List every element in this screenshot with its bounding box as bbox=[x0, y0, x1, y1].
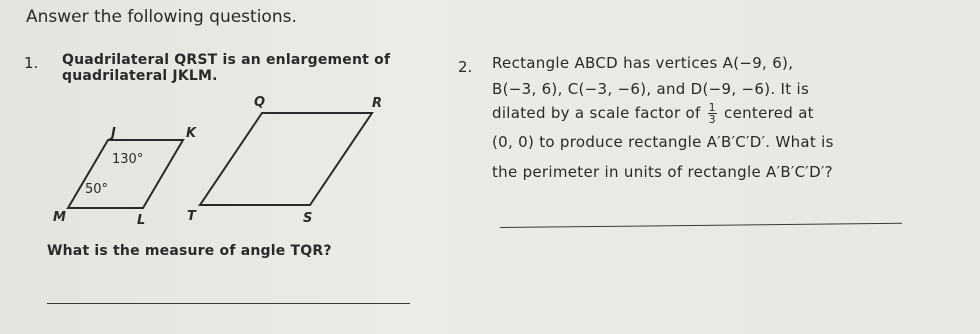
question-2-line-3-start: dilated by a scale factor of bbox=[492, 104, 701, 122]
question-1-text-line-2: quadrilateral JKLM. bbox=[62, 68, 218, 84]
vertex-label-s: S bbox=[303, 211, 313, 226]
vertex-label-q: Q bbox=[254, 95, 266, 110]
vertex-label-l: L bbox=[137, 213, 146, 228]
question-2-line-3-end: centered at bbox=[724, 104, 814, 122]
question-2-line-2: B(−3, 6), C(−3, −6), and D(−9, −6). It is bbox=[492, 80, 810, 98]
fraction-numerator: 1 bbox=[708, 101, 716, 114]
question-1-prompt: What is the measure of angle TQR? bbox=[47, 243, 332, 259]
question-1-number: 1. bbox=[24, 54, 39, 72]
vertex-label-m: M bbox=[53, 210, 66, 225]
question-1-text-line-1: Quadrilateral QRST is an enlargement of bbox=[62, 52, 391, 68]
question-2-line-1: Rectangle ABCD has vertices A(−9, 6), bbox=[492, 54, 794, 72]
question-2-line-3 bbox=[492, 102, 814, 125]
scale-factor-fraction bbox=[708, 102, 717, 125]
angle-label-50: 50° bbox=[85, 182, 109, 197]
fraction-denominator: 3 bbox=[708, 113, 716, 126]
vertex-label-r: R bbox=[372, 96, 383, 111]
quadrilateral-qrst bbox=[200, 113, 372, 205]
vertex-label-t: T bbox=[187, 209, 196, 224]
question-2-number: 2. bbox=[458, 58, 473, 76]
quadrilateral-jklm bbox=[68, 140, 183, 208]
vertex-label-k: K bbox=[186, 126, 197, 141]
instructions-heading: Answer the following questions. bbox=[26, 7, 297, 27]
angle-label-130: 130° bbox=[112, 152, 144, 167]
question-2-line-4: (0, 0) to produce rectangle A′B′C′D′. What is bbox=[492, 133, 834, 151]
question-2-line-5: the perimeter in units of rectangle A′B′C′D′? bbox=[492, 163, 833, 181]
vertex-label-j: J bbox=[111, 126, 116, 141]
question-1-answer-line[interactable] bbox=[47, 303, 410, 304]
